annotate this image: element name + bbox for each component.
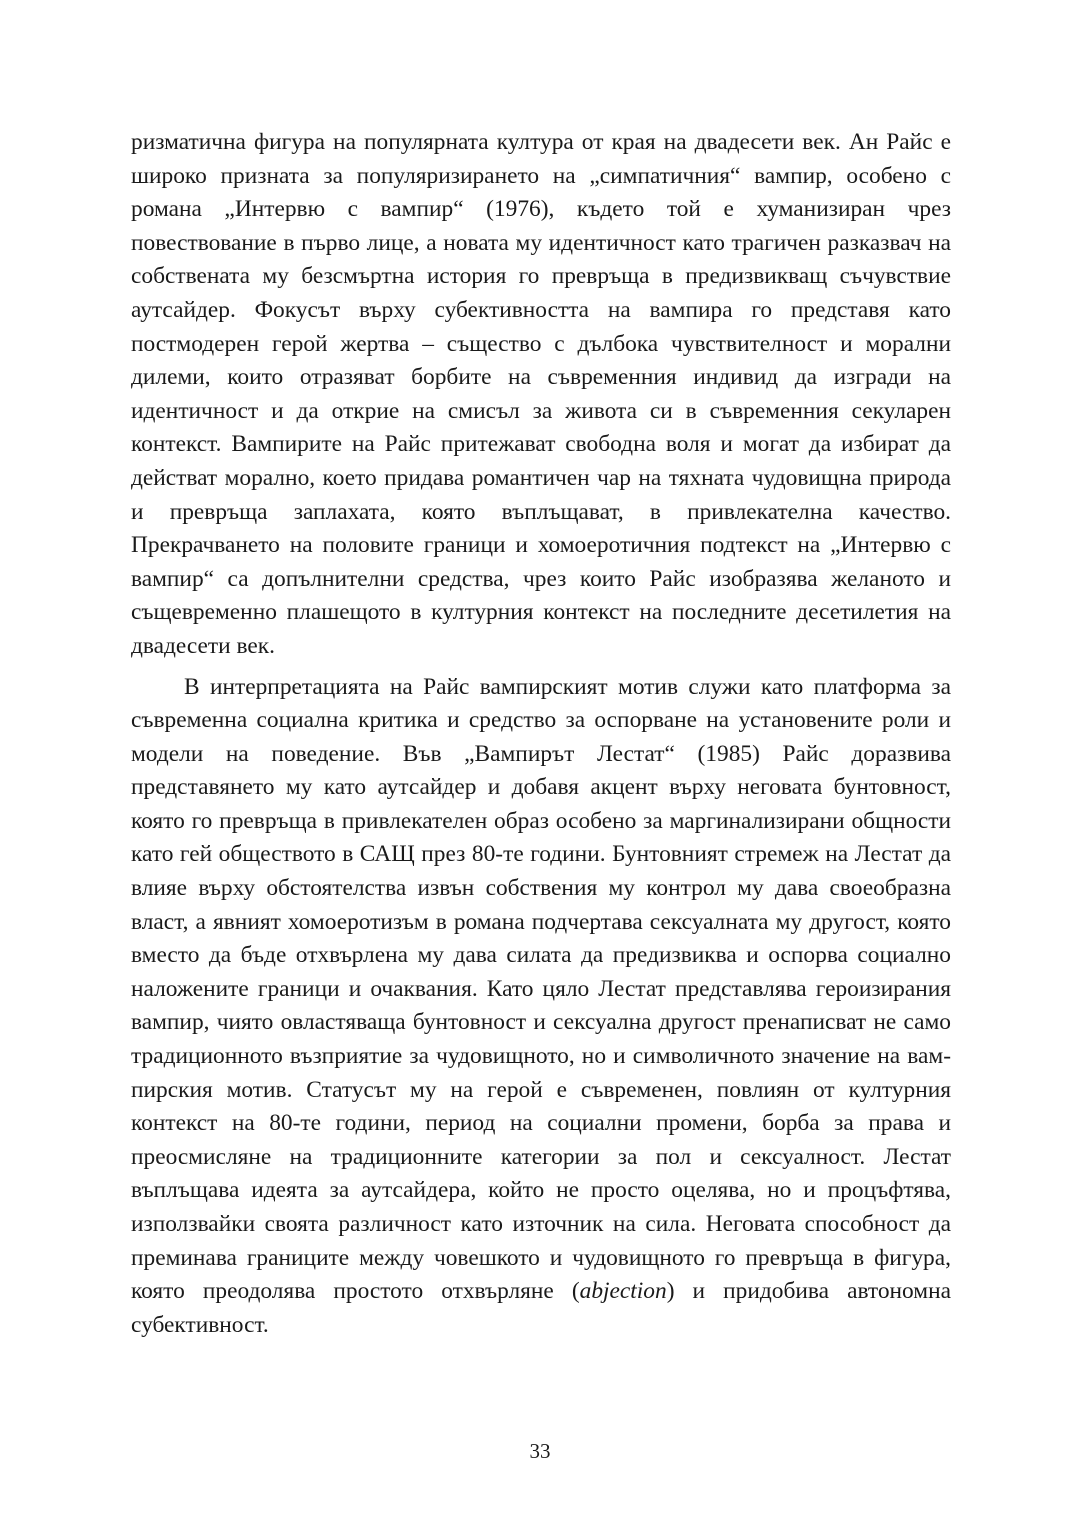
italic-term-abjection: abjection <box>579 1278 667 1305</box>
document-page <box>131 126 951 1342</box>
body-paragraph-1: ризматична фигура на популярната култура от края на двадесети век. Ан Райс е широко призната за популяризирането на „симпатичния“ вампир, особено с романа „Интервю с вампир“ (1976), където той е хуманизиран чрез повествование в първо лице, а новата му идентичност като трагичен разказвач на собствената му безсмъртна история го превръща в предизвикващ съчувствие аутсайдер. Фокусът върху субективността на вампира го представя като постмодерен герой жертва – същество с дълбока чувствителност и морални дилеми, които отразяват борбите на съвременния индивид да изгради на идентичност и да открие на смисъл за живота си в съвременния секуларен контекст. Вампирите на Райс притежават свободна воля и могат да избират да действат морално, което придава романтичен чар на тяхната чудовищна природа и превръща заплахата, която въплъщават, в привлекателна качество. Прекрачването на половите граници и хомоеротичния подтекст на „Интервю с вампир“ са допълнителни средства, чрез които Райс изобразява желаното и същевременно плашещото в културния контекст на последните десетилетия на двадесети век. <box>131 129 951 659</box>
body-paragraph-2 <box>131 671 951 1343</box>
paragraph-2-ending: ) и придобива автономна субективност. <box>131 1278 951 1338</box>
paragraph-2-text: В интерпретацията на Райс вампирският мотив служи като платформа за съвременна социална критика и средство за оспорване на установените роли и модели на поведение. Във „Вампирът Лестат“ (1985) Райс доразвива представянето му като аутсайдер и добавя акцент върху неговата бунтовност, която го превръща в привлекателен образ особено за маргинализирани общности като гей обществото в САЩ през 80-те години. Бунтовният стремеж на Лестат да влияе върху обстоятелства извън собствения му контрол му дава своеобразна власт, а явният хомоеротизъм в романа подчертава сексуалната му другост, която вместо да бъде отхвърлена му дава силата да предизвиква и оспорва социално наложените граници и очаквания. Като цяло Лестат представлява героизирания вампир, чиято овластяваща бунтовност и сексуална другост пренаписват не само традиционното възприятие за чудовищното, но и символичното значение на вампирския мотив. Статусът му на герой е съвременен, повлиян от културния контекст на 80-те години, период на социални промени, борба за права и преосмисляне на традиционните категории за пол и сексуалност. Лестат въплъщава идеята за аутсайдера, който не просто оцелява, но и процъфтява, използвайки своята различност като източник на сила. Неговата способност да преминава границите между човешкото и чудовищното го превръща в фигура, която преодолява простото отхвърляне ( <box>131 673 951 1305</box>
page-number: 33 <box>529 1439 551 1463</box>
